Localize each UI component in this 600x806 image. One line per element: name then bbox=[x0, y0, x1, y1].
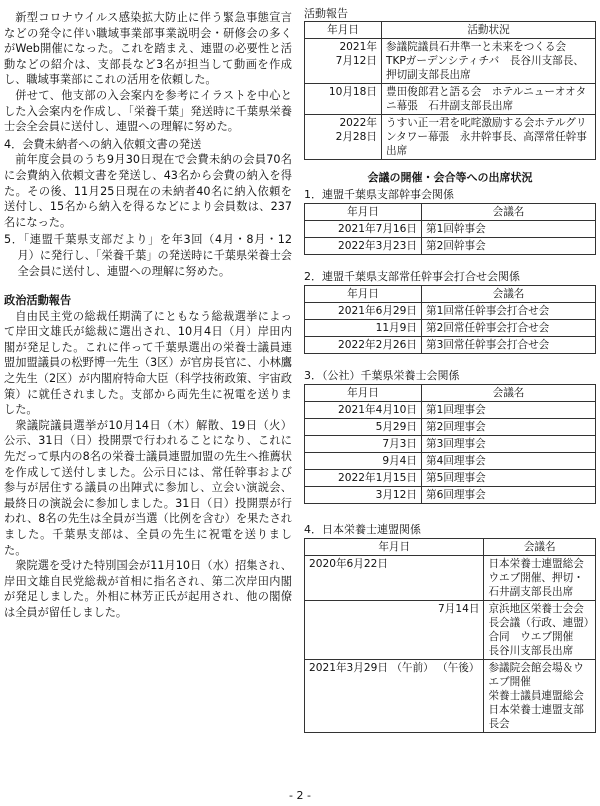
item-5: 5．「連盟千葉県支部だより」を年3回（4月・8月・12月）に発行し、「栄養千葉」の発送時に千葉県栄養士会全会員に送付し、連盟への理解に努めた。 bbox=[4, 233, 292, 278]
meeting-name: 第1回幹事会 bbox=[422, 221, 596, 238]
header-meeting: 会議名 bbox=[422, 286, 596, 303]
table-row bbox=[305, 303, 596, 320]
header-date: 年月日 bbox=[305, 204, 422, 221]
meeting-name: 参議院会館会場＆ウエブ開催 栄養士議員連盟総会 日本栄養士連盟支部長会 bbox=[484, 660, 596, 733]
meeting-date: 2021年3月29日 （午前） （午後） bbox=[305, 660, 484, 733]
politics-paragraph-2: 衆議院議員選挙が10月14日（木）解散、19日（火）公示、31日（日）投開票で行われることになり、これに先だって県内の8名の栄養士議員連盟加盟の先生へ推薦状を作成して送付しました。公示日には、常任幹事および参与が居住する議員の出陣式に参加し、立会い演説会、最終日の演説会に参加しました。31日（日）投開票が行われ、8名の先生は全員が当選（比例を含む）を果たされました。千葉県支部は、全員の先生に祝電を送りました。 bbox=[4, 418, 292, 557]
meeting-date: 2021年6月29日 bbox=[305, 303, 422, 320]
meeting-date: 9月4日 bbox=[305, 453, 422, 470]
header-meeting: 会議名 bbox=[422, 385, 596, 402]
activity-text: 豊田俊郎君と語る会 ホテルニューオオタニ幕張 石井副支部長出席 bbox=[382, 84, 596, 115]
table-row bbox=[305, 115, 596, 160]
table-row bbox=[305, 556, 596, 601]
table-row bbox=[305, 470, 596, 487]
activity-text: うすい正一君を叱咤激励する会ホテルグリンタワー幕張 永井幹事長、高澤常任幹事出席 bbox=[382, 115, 596, 160]
meeting-name: 第1回常任幹事会打合せ会 bbox=[422, 303, 596, 320]
section-2-table bbox=[304, 285, 596, 354]
table-row bbox=[305, 402, 596, 419]
header-meeting: 会議名 bbox=[422, 204, 596, 221]
meeting-name: 第2回常任幹事会打合せ会 bbox=[422, 320, 596, 337]
activity-report-label: 活動報告 bbox=[304, 7, 348, 20]
meeting-name: 京浜地区栄養士会会長会議（行政、連盟）合同 ウエブ開催 長谷川支部長出席 bbox=[484, 601, 596, 660]
section-1-table bbox=[304, 203, 596, 255]
right-column bbox=[304, 6, 596, 733]
meeting-date: 7月3日 bbox=[305, 436, 422, 453]
section-4-table bbox=[304, 538, 596, 733]
activity-header-status: 活動状況 bbox=[382, 22, 596, 39]
activity-date: 2021年 7月12日 bbox=[305, 39, 382, 84]
table-row bbox=[305, 601, 596, 660]
table-row bbox=[305, 337, 596, 354]
meeting-date: 11月9日 bbox=[305, 320, 422, 337]
section-4-label: 4．日本栄養士連盟関係 bbox=[304, 523, 421, 536]
section-1-label: 1．連盟千葉県支部幹事会関係 bbox=[304, 188, 454, 201]
politics-paragraph-3: 衆院選を受けた特別国会が11月10日（水）招集され、岸田文雄自民党総裁が首相に指名され、第二次岸田内閣が発足しました。外相に林芳正氏が起用され、他の閣僚は全員が留任しました。 bbox=[4, 559, 292, 619]
meetings-title: 会議の開催・会合等への出席状況 bbox=[367, 171, 533, 184]
section-3-label: 3．（公社）千葉県栄養士会関係 bbox=[304, 369, 460, 382]
meeting-name: 第6回理事会 bbox=[422, 487, 596, 504]
meeting-name: 第3回理事会 bbox=[422, 436, 596, 453]
activity-date: 2022年 2月28日 bbox=[305, 115, 382, 160]
item-4-body: 前年度会員のうち9月30日現在で会費未納の会員70名に会費納入依頼文書を発送し、43名から会費の納入を得た。その後、11月25日現在の未納者40名に納入依頼を送付し、15名から納入を得るなどにより会員数は、237名になった。 bbox=[4, 153, 292, 229]
meeting-date: 5月29日 bbox=[305, 419, 422, 436]
paragraph-enrollment-guide: 併せて、他支部の入会案内を参考にイラストを中心とした入会案内を作成し、「栄養千葉」発送時に千葉県栄養士会全会員に送付し、連盟への理解に努めた。 bbox=[4, 88, 292, 134]
meeting-date: 7月14日 bbox=[305, 601, 484, 660]
politics-heading: 政治活動報告 bbox=[4, 294, 72, 308]
meeting-date: 2022年1月15日 bbox=[305, 470, 422, 487]
section-3-table bbox=[304, 384, 596, 504]
meeting-name: 第2回幹事会 bbox=[422, 238, 596, 255]
meeting-name: 第3回常任幹事会打合せ会 bbox=[422, 337, 596, 354]
header-date: 年月日 bbox=[305, 286, 422, 303]
table-row bbox=[305, 487, 596, 504]
table-row bbox=[305, 84, 596, 115]
meeting-name: 第4回理事会 bbox=[422, 453, 596, 470]
left-column bbox=[4, 10, 292, 621]
table-row bbox=[305, 320, 596, 337]
meeting-name: 日本栄養士連盟総会 ウエブ開催、押切・石井副支部長出席 bbox=[484, 556, 596, 601]
activity-header-date: 年月日 bbox=[305, 22, 382, 39]
table-row bbox=[305, 221, 596, 238]
meeting-name: 第2回理事会 bbox=[422, 419, 596, 436]
item-4-title: 4．会費未納者への納入依頼文書の発送 bbox=[4, 137, 202, 151]
politics-paragraph-1: 自由民主党の総裁任期満了にともなう総裁選挙によって岸田文雄氏が総裁に選出され、10月4日（月）岸田内閣が発足した。これに伴って千葉県選出の栄養士議員連盟加盟議員の松野博一先生（3区）が官房長官に、小林鷹之先生（2区）が内閣府特命大臣（科学技術政策、宇宙政策）に就任されました。支部から両先生に祝電を送りました。 bbox=[4, 309, 292, 417]
meeting-date: 2021年4月10日 bbox=[305, 402, 422, 419]
meeting-date: 2020年6月22日 bbox=[305, 556, 484, 601]
meeting-date: 2021年7月16日 bbox=[305, 221, 422, 238]
activity-table bbox=[304, 21, 596, 160]
table-row bbox=[305, 238, 596, 255]
page-number: - 2 - bbox=[289, 789, 311, 802]
paragraph-web-briefing: 新型コロナウイルス感染拡大防止に伴う緊急事態宣言などの発令に伴い職域事業部事業説明会・研修会の多くがWeb開催になった。これを踏まえ、連盟の必要性と活動などの紹介は、支部長など3名が担当して動画を作成し、職域事業部にこれの活用を依頼した。 bbox=[4, 11, 292, 87]
activity-date: 10月18日 bbox=[305, 84, 382, 115]
header-date: 年月日 bbox=[305, 539, 484, 556]
header-meeting: 会議名 bbox=[484, 539, 596, 556]
meeting-name: 第1回理事会 bbox=[422, 402, 596, 419]
table-row bbox=[305, 660, 596, 733]
meeting-date: 2022年2月26日 bbox=[305, 337, 422, 354]
meeting-date: 2022年3月23日 bbox=[305, 238, 422, 255]
header-date: 年月日 bbox=[305, 385, 422, 402]
meeting-date: 3月12日 bbox=[305, 487, 422, 504]
section-2-label: 2．連盟千葉県支部常任幹事会打合せ会関係 bbox=[304, 270, 520, 283]
table-row bbox=[305, 436, 596, 453]
activity-text: 参議院議員石井準一と未来をつくる会 TKPガーデンシティチバ 長谷川支部長、押切副支部長出席 bbox=[382, 39, 596, 84]
meeting-name: 第5回理事会 bbox=[422, 470, 596, 487]
table-row bbox=[305, 453, 596, 470]
table-row bbox=[305, 419, 596, 436]
table-row bbox=[305, 39, 596, 84]
